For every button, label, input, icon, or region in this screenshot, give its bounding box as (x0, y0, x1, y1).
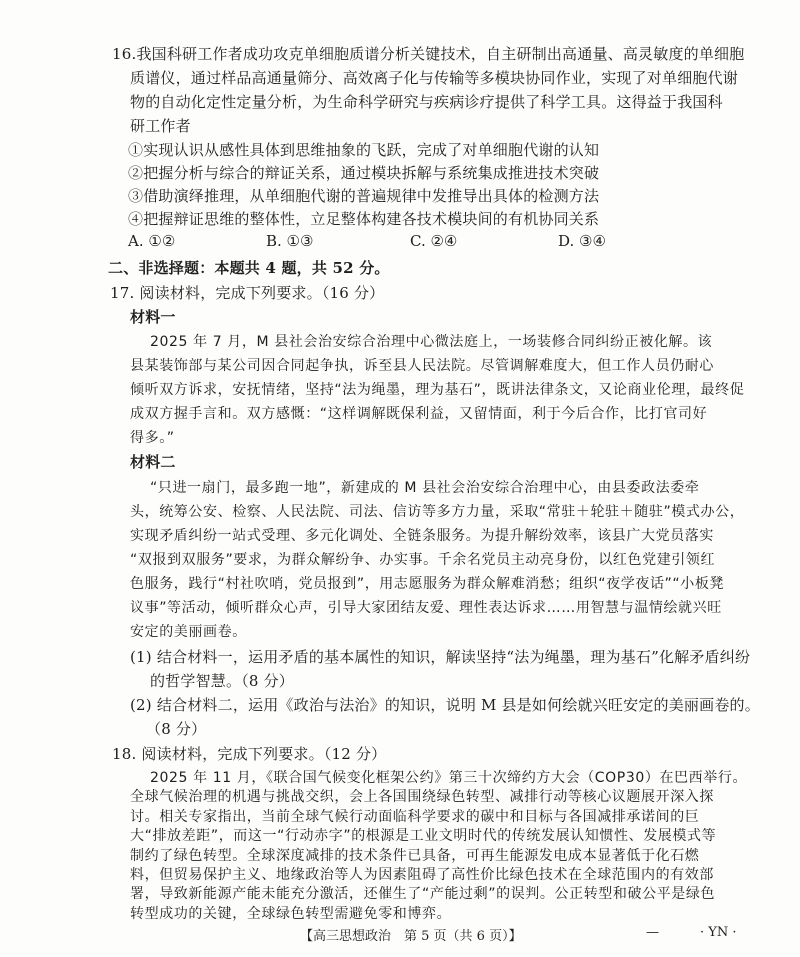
choice-c[interactable]: C. ②④ (410, 232, 458, 250)
q17-sub2: （8 分） (146, 720, 207, 738)
material-text-line: 成双方握手言和。双方感慨：“这样调解既保利益，又留情面，利于今后合作，比打官司好 (130, 406, 708, 422)
choice-a[interactable]: A. ①② (128, 232, 176, 250)
material-text-line: 色服务，践行“村社吹哨，党员报到”，用志愿服务为群众解难消愁；组织“夜学夜话”“小板凳 (130, 576, 725, 592)
q16-stem-line: 质谱仪，通过样品高通量筛分、高效离子化与传输等多模块协同作业，实现了对单细胞代谢 (130, 69, 739, 87)
material-text-line: 2025 年 7 月，M 县社会治安综合治理中心微法庭上，一场装修合同纠纷正被化解。该 (150, 334, 713, 350)
material-text-line: 实现矛盾纠纷一站式受理、多元化调处、全链条服务。为提升解纷效率，该县广大党员落实 (130, 528, 714, 544)
material-text-line: 2025 年 11 月，《联合国气候变化框架公约》第三十次缔约方大会（COP30）在巴西举行。 (150, 770, 748, 786)
q16-option: ④把握辩证思维的整体性，立足整体构建各技术模块间的有机协同关系 (128, 210, 600, 228)
material-text-line: 得多。” (130, 430, 175, 446)
footer-region-code: · YN · (700, 925, 737, 940)
q17-sub1: (1) 结合材料一，运用矛盾的基本属性的知识，解读坚持“法为绳墨，理为基石”化解矛盾纠纷 (130, 648, 751, 666)
material-text-line: 料，但贸易保护主义、地缘政治等人为因素阻碍了高性价比绿色技术在全球范围内的有效部 (130, 867, 714, 883)
q16-stem-line: 16.我国科研工作者成功攻克单细胞质谱分析关键技术，自主研制出高通量、高灵敏度的单细胞 (112, 45, 745, 63)
q16-option: ②把握分析与综合的辩证关系，通过模块拆解与系统集成推进技术突破 (128, 164, 600, 182)
q18-title: 18. 阅读材料，完成下列要求。（12 分） (112, 745, 387, 763)
page-footer: 【高三思想政治 第 5 页（共 6 页）】 (300, 929, 522, 944)
material-text-line: 倾听双方诉求，安抚情绪，坚持“法为绳墨，理为基石”，既讲法律条文，又论商业伦理，最终促 (130, 382, 745, 398)
material-text-line: 议事”等活动，倾听群众心声，引导大家团结友爱、理性表达诉求……用智慧与温情绘就兴旺 (130, 600, 722, 616)
material-text-line: 全球气候治理的机遇与挑战交织，会上各国围绕绿色转型、减排行动等核心议题展开深入探 (130, 789, 714, 806)
material-text-line: 大“排放差距”，而这一“行动赤字”的根源是工业文明时代的传统发展认知惯性、发展模式等 (130, 828, 717, 845)
q17-title: 17. 阅读材料，完成下列要求。（16 分） (110, 284, 385, 302)
material-text-line: 头，统筹公安、检察、人民法院、司法、信访等多方力量，采取“常驻＋轮驻＋随驻”模式办公， (130, 504, 745, 520)
material-text-line: “双报到双服务”要求，为群众解纷争、办实事。千余名党员主动亮身份，以红色党建引领红 (130, 552, 716, 568)
q16-stem-line: 物的自动化定性定量分析，为生命科学研究与疾病诊疗提供了科学工具。这得益于我国科 (130, 93, 723, 111)
material-label: 材料一 (130, 308, 176, 326)
material-text-line: 转型成功的关键，全球绿色转型需避免零和博弈。 (130, 905, 452, 922)
material-text-line: 县某装饰部与某公司因合同起争执，诉至县人民法院。尽管调解难度大，但工作人员仍耐心 (130, 358, 714, 374)
material-text-line: 制约了绿色转型。全球深度减排的技术条件已具备，可再生能源发电成本显著低于化石燃 (130, 847, 700, 864)
material-text-line: 署，导致新能源产能未能充分激活，还催生了“产能过剩”的误判。公正转型和破公平是绿色 (130, 886, 716, 903)
q16-option: ①实现认识从感性具体到思维抽象的飞跃，完成了对单细胞代谢的认知 (128, 141, 600, 159)
q17-sub2: (2) 结合材料二，运用《政治与法治》的知识，说明 M 县是如何绘就兴旺安定的美丽画卷的。 (130, 696, 760, 714)
material-text-line: “只进一扇门，最多跑一地”，新建成的 M 县社会治安综合治理中心，由县委政法委牵 (150, 480, 700, 496)
material-text-line: 讨。相关专家指出，当前全球气候行动面临科学要求的碳中和目标与各国减排承诺间的巨 (130, 808, 700, 825)
q17-sub1: 的哲学智慧。（8 分） (150, 672, 295, 690)
choice-b[interactable]: B. ①③ (266, 232, 314, 250)
q16-option: ③借助演绎推理，从单细胞代谢的普遍规律中发推导出具体的检测方法 (128, 187, 600, 205)
material-text-line: 安定的美丽画卷。 (130, 624, 247, 640)
section-heading: 二、非选择题：本题共 4 题，共 52 分。 (108, 259, 390, 277)
q16-stem-line: 研工作者 (130, 117, 191, 135)
material-label: 材料二 (130, 453, 176, 471)
footer-dash: — (646, 925, 659, 940)
choice-d[interactable]: D. ③④ (558, 232, 606, 250)
